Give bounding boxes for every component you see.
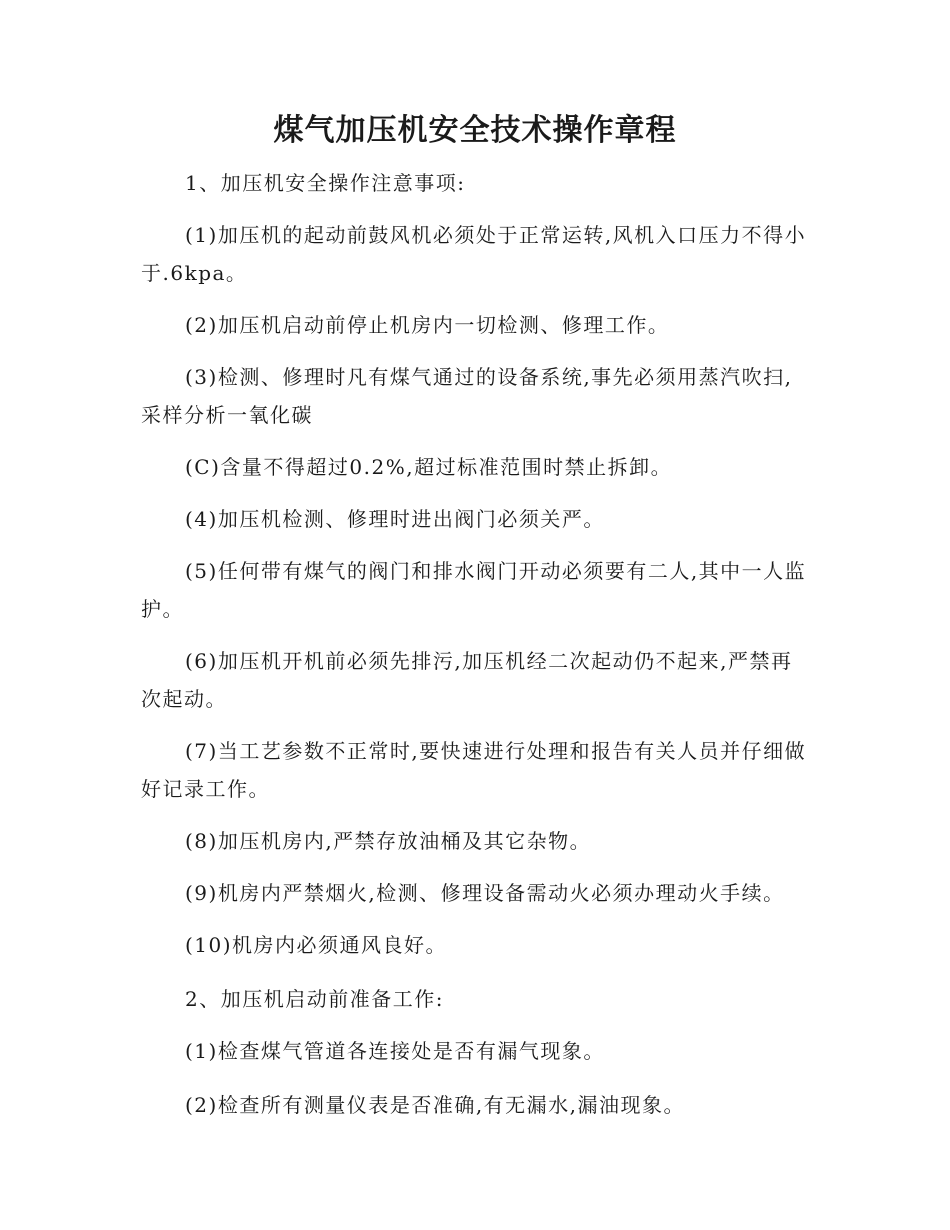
paragraph-1-3-cont: (C)含量不得超过0.2%,超过标准范围时禁止拆卸。	[185, 455, 673, 479]
paragraph-2-2: (2)检查所有测量仪表是否准确,有无漏水,漏油现象。	[185, 1093, 686, 1117]
section-heading-2: 2、加压机启动前准备工作:	[185, 987, 444, 1011]
paragraph-1-5: (5)任何带有煤气的阀门和排水阀门开动必须要有二人,其中一人监护。	[141, 559, 807, 621]
paragraph-1-2: (2)加压机启动前停止机房内一切检测、修理工作。	[185, 313, 670, 337]
paragraph-1-4: (4)加压机检测、修理时进出阀门必须关严。	[185, 507, 605, 531]
page-title: 煤气加压机安全技术操作章程	[273, 113, 677, 148]
paragraph-1-8: (8)加压机房内,严禁存放油桶及其它杂物。	[185, 829, 592, 853]
paragraph-1-7: (7)当工艺参数不正常时,要快速进行处理和报告有关人员并仔细做好记录工作。	[141, 739, 807, 801]
paragraph-1-10: (10)机房内必须通风良好。	[185, 933, 448, 957]
paragraph-1-1: (1)加压机的起动前鼓风机必须处于正常运转,风机入口压力不得小于.6kpa。	[141, 223, 807, 285]
paragraph-2-1: (1)检查煤气管道各连接处是否有漏气现象。	[185, 1039, 605, 1063]
paragraph-1-6: (6)加压机开机前必须先排污,加压机经二次起动仍不起来,严禁再次起动。	[141, 649, 793, 711]
paragraph-1-9: (9)机房内严禁烟火,检测、修理设备需动火必须办理动火手续。	[185, 881, 785, 905]
section-heading-1: 1、加压机安全操作注意事项:	[185, 171, 466, 195]
paragraph-1-3: (3)检测、修理时凡有煤气通过的设备系统,事先必须用蒸汽吹扫,采样分析一氧化碳	[141, 365, 793, 427]
